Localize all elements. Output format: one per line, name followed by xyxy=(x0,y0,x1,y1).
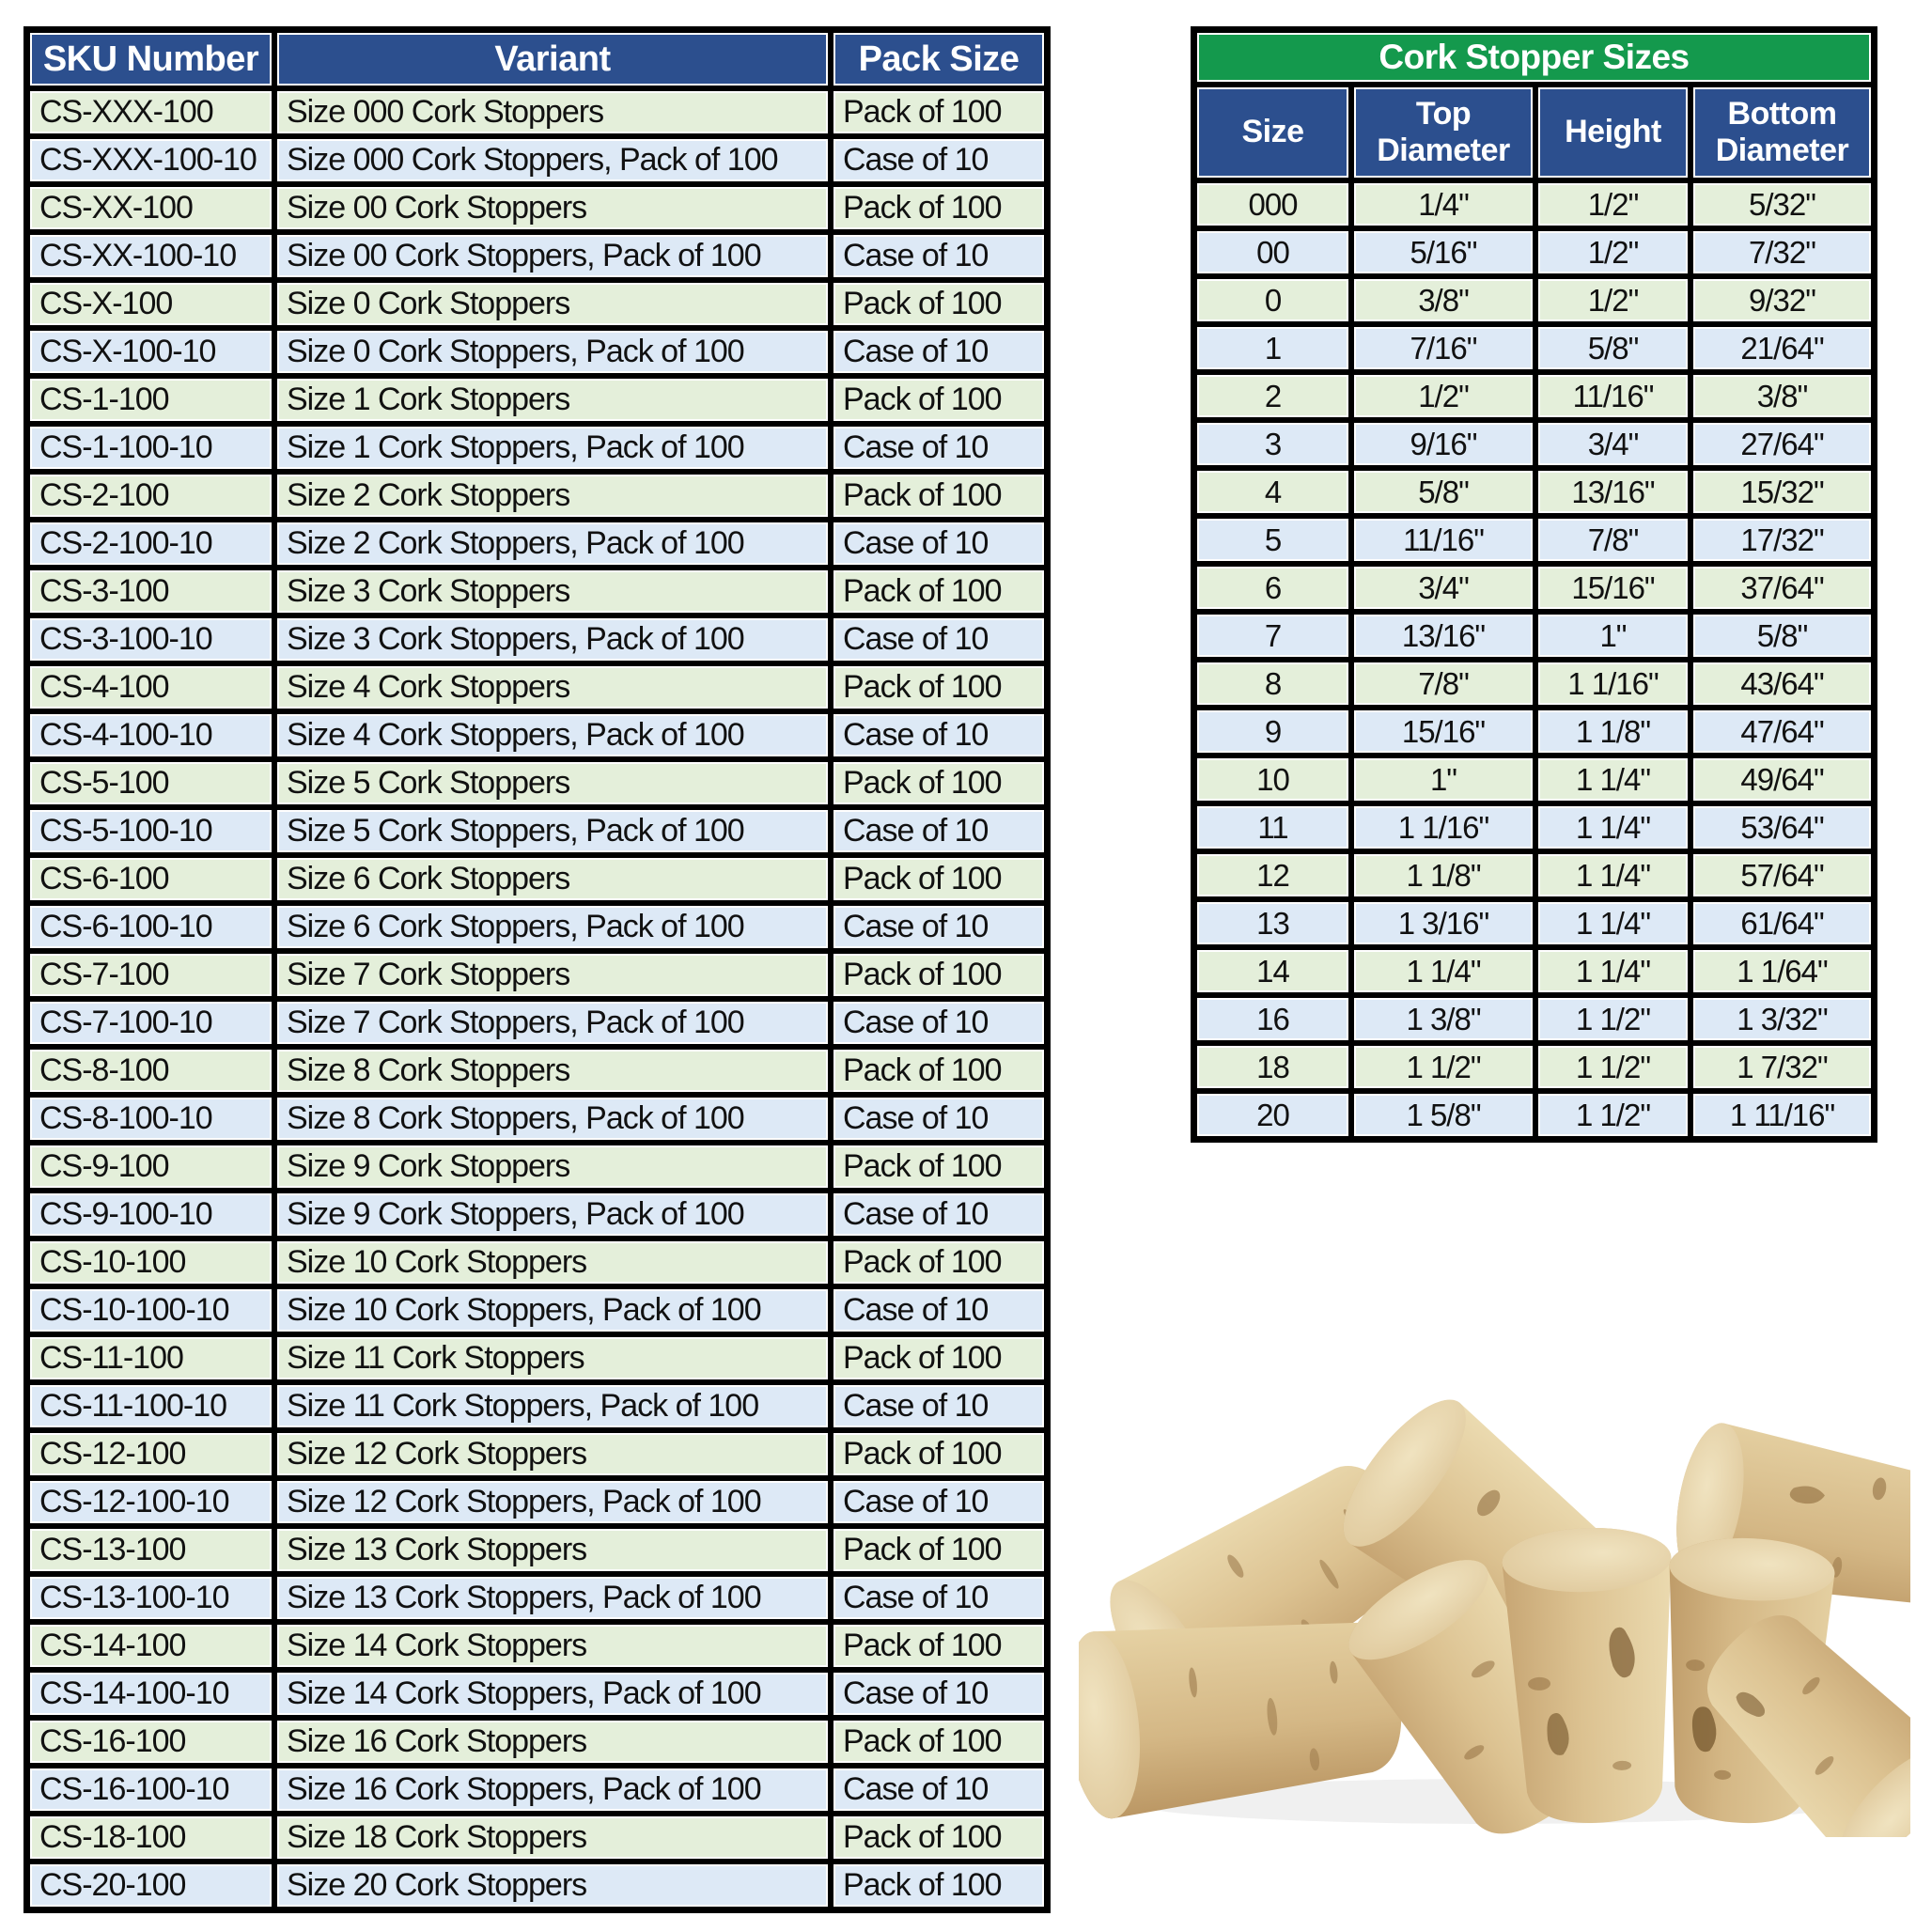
table-row xyxy=(27,568,1047,615)
table-cell: Case of 10 xyxy=(831,232,1047,280)
table-cell: 1 1/4" xyxy=(1535,947,1690,995)
table-cell: 1 1/2" xyxy=(1351,1043,1535,1091)
table-cell: 3/4" xyxy=(1535,420,1690,468)
table-cell: Size 12 Cork Stoppers xyxy=(274,1430,831,1478)
table-cell: Case of 10 xyxy=(831,1478,1047,1526)
table-cell: Size 11 Cork Stoppers, Pack of 100 xyxy=(274,1382,831,1430)
table-cell: CS-18-100 xyxy=(27,1814,274,1862)
table-cell: 9/16" xyxy=(1351,420,1535,468)
table-cell: Size 5 Cork Stoppers xyxy=(274,759,831,807)
cork-stoppers-photo xyxy=(1079,1311,1910,1837)
table-row xyxy=(27,136,1047,184)
table-cell: Case of 10 xyxy=(831,1670,1047,1718)
table-cell: CS-6-100-10 xyxy=(27,903,274,951)
table-cell: CS-11-100-10 xyxy=(27,1382,274,1430)
table-cell: CS-3-100 xyxy=(27,568,274,615)
size-table-title: Cork Stopper Sizes xyxy=(1194,30,1874,85)
table-cell: CS-14-100-10 xyxy=(27,1670,274,1718)
table-cell: Case of 10 xyxy=(831,1574,1047,1622)
table-cell: 12 xyxy=(1194,851,1351,899)
table-row xyxy=(27,1191,1047,1239)
table-cell: Size 0 Cork Stoppers xyxy=(274,280,831,328)
table-cell: Size 3 Cork Stoppers xyxy=(274,568,831,615)
table-cell: Case of 10 xyxy=(831,1382,1047,1430)
table-cell: 1 1/8" xyxy=(1351,851,1535,899)
table-cell: 1 1/4" xyxy=(1535,899,1690,947)
table-row xyxy=(27,1095,1047,1143)
column-header-pack-size: Pack Size xyxy=(831,30,1047,88)
table-cell: 000 xyxy=(1194,180,1351,228)
table-cell: 1/2" xyxy=(1535,180,1690,228)
column-header-size: Size xyxy=(1194,85,1351,180)
table-row xyxy=(27,1574,1047,1622)
table-cell: Case of 10 xyxy=(831,328,1047,376)
table-row xyxy=(27,328,1047,376)
table-cell: Size 00 Cork Stoppers xyxy=(274,184,831,232)
table-cell: Size 1 Cork Stoppers xyxy=(274,376,831,424)
table-cell: 10 xyxy=(1194,756,1351,803)
table-cell: Size 4 Cork Stoppers, Pack of 100 xyxy=(274,711,831,759)
table-cell: Size 7 Cork Stoppers xyxy=(274,951,831,999)
table-cell: 1 1/2" xyxy=(1535,995,1690,1043)
table-cell: CS-16-100-10 xyxy=(27,1766,274,1814)
table-row xyxy=(1194,660,1874,708)
table-cell: Case of 10 xyxy=(831,1766,1047,1814)
table-cell: 3 xyxy=(1194,420,1351,468)
table-row xyxy=(27,1670,1047,1718)
table-cell: 1 7/32" xyxy=(1690,1043,1874,1091)
table-cell: 1 1/64" xyxy=(1690,947,1874,995)
table-row xyxy=(1194,180,1874,228)
table-cell: Pack of 100 xyxy=(831,1430,1047,1478)
table-cell: 5/32" xyxy=(1690,180,1874,228)
table-cell: Pack of 100 xyxy=(831,376,1047,424)
table-cell: Case of 10 xyxy=(831,807,1047,855)
table-row xyxy=(1194,756,1874,803)
table-cell: Size 6 Cork Stoppers, Pack of 100 xyxy=(274,903,831,951)
table-cell: Pack of 100 xyxy=(831,663,1047,711)
table-row xyxy=(27,1766,1047,1814)
table-cell: Size 4 Cork Stoppers xyxy=(274,663,831,711)
table-cell: Pack of 100 xyxy=(831,1047,1047,1095)
table-cell: Case of 10 xyxy=(831,1095,1047,1143)
table-cell: 6 xyxy=(1194,564,1351,612)
table-cell: Size 20 Cork Stoppers xyxy=(274,1862,831,1909)
table-row xyxy=(1194,564,1874,612)
table-row xyxy=(27,1143,1047,1191)
table-row xyxy=(27,1382,1047,1430)
table-cell: Pack of 100 xyxy=(831,568,1047,615)
table-cell: Case of 10 xyxy=(831,903,1047,951)
table-cell: Size 000 Cork Stoppers xyxy=(274,88,831,136)
table-cell: CS-12-100-10 xyxy=(27,1478,274,1526)
table-cell: 37/64" xyxy=(1690,564,1874,612)
table-row xyxy=(27,1239,1047,1286)
table-cell: 7/8" xyxy=(1351,660,1535,708)
table-row xyxy=(27,424,1047,472)
table-cell: Pack of 100 xyxy=(831,1718,1047,1766)
table-cell: 4 xyxy=(1194,468,1351,516)
table-cell: CS-1-100 xyxy=(27,376,274,424)
table-cell: Pack of 100 xyxy=(831,1814,1047,1862)
table-cell: 43/64" xyxy=(1690,660,1874,708)
table-row xyxy=(27,615,1047,663)
table-cell: CS-16-100 xyxy=(27,1718,274,1766)
table-cell: 00 xyxy=(1194,228,1351,276)
table-row xyxy=(27,1862,1047,1909)
table-cell: CS-1-100-10 xyxy=(27,424,274,472)
table-cell: Case of 10 xyxy=(831,711,1047,759)
table-cell: CS-4-100-10 xyxy=(27,711,274,759)
table-cell: Size 13 Cork Stoppers, Pack of 100 xyxy=(274,1574,831,1622)
table-row xyxy=(27,1430,1047,1478)
column-header-sku-number: SKU Number xyxy=(27,30,274,88)
table-cell: 9/32" xyxy=(1690,276,1874,324)
size-table-title-row xyxy=(1194,30,1874,85)
table-cell: Pack of 100 xyxy=(831,1334,1047,1382)
table-cell: CS-3-100-10 xyxy=(27,615,274,663)
table-cell: Size 6 Cork Stoppers xyxy=(274,855,831,903)
table-cell: CS-20-100 xyxy=(27,1862,274,1909)
table-cell: 1/4" xyxy=(1351,180,1535,228)
table-cell: CS-X-100-10 xyxy=(27,328,274,376)
column-header-bottom-diameter: Bottom Diameter xyxy=(1690,85,1874,180)
table-cell: Size 14 Cork Stoppers, Pack of 100 xyxy=(274,1670,831,1718)
table-cell: Pack of 100 xyxy=(831,472,1047,520)
table-cell: 3/4" xyxy=(1351,564,1535,612)
table-cell: Pack of 100 xyxy=(831,1526,1047,1574)
table-cell: CS-11-100 xyxy=(27,1334,274,1382)
table-row xyxy=(27,280,1047,328)
table-cell: 49/64" xyxy=(1690,756,1874,803)
table-cell: Case of 10 xyxy=(831,520,1047,568)
table-cell: CS-7-100 xyxy=(27,951,274,999)
table-cell: Pack of 100 xyxy=(831,951,1047,999)
table-row xyxy=(27,1334,1047,1382)
table-row xyxy=(27,376,1047,424)
table-cell: Size 2 Cork Stoppers xyxy=(274,472,831,520)
table-cell: Size 14 Cork Stoppers xyxy=(274,1622,831,1670)
table-row xyxy=(1194,468,1874,516)
cork-stoppers-illustration xyxy=(1079,1311,1910,1837)
table-cell: CS-10-100-10 xyxy=(27,1286,274,1334)
table-cell: CS-12-100 xyxy=(27,1430,274,1478)
table-cell: 53/64" xyxy=(1690,803,1874,851)
sku-table xyxy=(23,26,1051,1913)
table-row xyxy=(27,184,1047,232)
table-row xyxy=(27,1814,1047,1862)
table-cell: 1 xyxy=(1194,324,1351,372)
table-cell: CS-9-100 xyxy=(27,1143,274,1191)
table-row xyxy=(1194,899,1874,947)
table-row xyxy=(27,807,1047,855)
table-cell: Size 000 Cork Stoppers, Pack of 100 xyxy=(274,136,831,184)
table-cell: 11 xyxy=(1194,803,1351,851)
table-cell: 20 xyxy=(1194,1091,1351,1139)
table-row xyxy=(1194,1043,1874,1091)
table-cell: CS-13-100 xyxy=(27,1526,274,1574)
table-cell: CS-4-100 xyxy=(27,663,274,711)
table-cell: Size 18 Cork Stoppers xyxy=(274,1814,831,1862)
table-cell: 1/2" xyxy=(1351,372,1535,420)
table-cell: 1 1/4" xyxy=(1351,947,1535,995)
table-cell: CS-5-100 xyxy=(27,759,274,807)
table-cell: Case of 10 xyxy=(831,424,1047,472)
table-cell: 1 11/16" xyxy=(1690,1091,1874,1139)
sku-table-header-row xyxy=(27,30,1047,88)
table-cell: 14 xyxy=(1194,947,1351,995)
column-header-variant: Variant xyxy=(274,30,831,88)
table-cell: Pack of 100 xyxy=(831,1622,1047,1670)
table-cell: Size 2 Cork Stoppers, Pack of 100 xyxy=(274,520,831,568)
table-cell: 3/8" xyxy=(1690,372,1874,420)
table-cell: 5 xyxy=(1194,516,1351,564)
table-cell: 8 xyxy=(1194,660,1351,708)
table-cell: CS-2-100-10 xyxy=(27,520,274,568)
table-row xyxy=(1194,708,1874,756)
table-cell: Pack of 100 xyxy=(831,280,1047,328)
table-row xyxy=(27,1718,1047,1766)
table-row xyxy=(27,1047,1047,1095)
table-cell: CS-5-100-10 xyxy=(27,807,274,855)
table-cell: 0 xyxy=(1194,276,1351,324)
table-cell: 21/64" xyxy=(1690,324,1874,372)
table-cell: 1" xyxy=(1351,756,1535,803)
table-row xyxy=(1194,228,1874,276)
table-row xyxy=(27,855,1047,903)
table-cell: Size 10 Cork Stoppers xyxy=(274,1239,831,1286)
table-cell: 3/8" xyxy=(1351,276,1535,324)
table-cell: Size 1 Cork Stoppers, Pack of 100 xyxy=(274,424,831,472)
table-cell: 1/2" xyxy=(1535,228,1690,276)
table-cell: CS-14-100 xyxy=(27,1622,274,1670)
size-table-header-row xyxy=(1194,85,1874,180)
table-row xyxy=(1194,803,1874,851)
table-cell: Size 0 Cork Stoppers, Pack of 100 xyxy=(274,328,831,376)
table-cell: Pack of 100 xyxy=(831,1143,1047,1191)
table-row xyxy=(1194,851,1874,899)
table-cell: Size 8 Cork Stoppers, Pack of 100 xyxy=(274,1095,831,1143)
table-cell: 7/8" xyxy=(1535,516,1690,564)
table-cell: 1 3/32" xyxy=(1690,995,1874,1043)
table-cell: Size 00 Cork Stoppers, Pack of 100 xyxy=(274,232,831,280)
table-row xyxy=(27,663,1047,711)
table-cell: 11/16" xyxy=(1351,516,1535,564)
table-row xyxy=(27,759,1047,807)
table-row xyxy=(27,472,1047,520)
table-cell: Size 9 Cork Stoppers xyxy=(274,1143,831,1191)
column-header-height: Height xyxy=(1535,85,1690,180)
table-cell: CS-XXX-100 xyxy=(27,88,274,136)
table-cell: 1 1/4" xyxy=(1535,851,1690,899)
table-cell: Case of 10 xyxy=(831,1191,1047,1239)
table-row xyxy=(1194,947,1874,995)
table-cell: 1 1/4" xyxy=(1535,756,1690,803)
table-cell: 15/32" xyxy=(1690,468,1874,516)
table-cell: CS-7-100-10 xyxy=(27,999,274,1047)
table-cell: 5/8" xyxy=(1351,468,1535,516)
table-row xyxy=(1194,324,1874,372)
table-cell: CS-8-100-10 xyxy=(27,1095,274,1143)
table-cell: 61/64" xyxy=(1690,899,1874,947)
table-cell: Pack of 100 xyxy=(831,855,1047,903)
table-row xyxy=(27,88,1047,136)
table-cell: 13 xyxy=(1194,899,1351,947)
table-cell: 57/64" xyxy=(1690,851,1874,899)
table-cell: 1 3/16" xyxy=(1351,899,1535,947)
table-cell: CS-10-100 xyxy=(27,1239,274,1286)
table-cell: Case of 10 xyxy=(831,1286,1047,1334)
table-cell: CS-13-100-10 xyxy=(27,1574,274,1622)
table-cell: 5/8" xyxy=(1535,324,1690,372)
table-cell: CS-6-100 xyxy=(27,855,274,903)
table-cell: Case of 10 xyxy=(831,136,1047,184)
table-cell: Size 16 Cork Stoppers xyxy=(274,1718,831,1766)
table-cell: Size 8 Cork Stoppers xyxy=(274,1047,831,1095)
table-cell: 13/16" xyxy=(1535,468,1690,516)
table-cell: 1/2" xyxy=(1535,276,1690,324)
table-cell: 27/64" xyxy=(1690,420,1874,468)
table-cell: 1 1/16" xyxy=(1351,803,1535,851)
table-cell: CS-9-100-10 xyxy=(27,1191,274,1239)
table-cell: 1 1/2" xyxy=(1535,1043,1690,1091)
table-row xyxy=(27,999,1047,1047)
table-row xyxy=(1194,1091,1874,1139)
table-cell: 15/16" xyxy=(1351,708,1535,756)
table-row xyxy=(27,1526,1047,1574)
table-row xyxy=(27,520,1047,568)
table-cell: Pack of 100 xyxy=(831,1239,1047,1286)
table-cell: 1 1/16" xyxy=(1535,660,1690,708)
size-table xyxy=(1191,26,1877,1143)
table-cell: CS-XX-100-10 xyxy=(27,232,274,280)
table-cell: Size 3 Cork Stoppers, Pack of 100 xyxy=(274,615,831,663)
table-row xyxy=(1194,995,1874,1043)
table-cell: Size 9 Cork Stoppers, Pack of 100 xyxy=(274,1191,831,1239)
table-cell: 18 xyxy=(1194,1043,1351,1091)
table-cell: 15/16" xyxy=(1535,564,1690,612)
table-cell: Pack of 100 xyxy=(831,759,1047,807)
table-row xyxy=(27,1286,1047,1334)
table-cell: 16 xyxy=(1194,995,1351,1043)
table-cell: 7/16" xyxy=(1351,324,1535,372)
table-cell: CS-X-100 xyxy=(27,280,274,328)
table-cell: Size 16 Cork Stoppers, Pack of 100 xyxy=(274,1766,831,1814)
table-row xyxy=(1194,612,1874,660)
table-cell: 7 xyxy=(1194,612,1351,660)
table-cell: Pack of 100 xyxy=(831,184,1047,232)
table-row xyxy=(27,1478,1047,1526)
table-row xyxy=(1194,420,1874,468)
table-cell: Size 7 Cork Stoppers, Pack of 100 xyxy=(274,999,831,1047)
table-cell: Size 12 Cork Stoppers, Pack of 100 xyxy=(274,1478,831,1526)
table-cell: 1" xyxy=(1535,612,1690,660)
table-cell: Size 10 Cork Stoppers, Pack of 100 xyxy=(274,1286,831,1334)
table-cell: 1 1/8" xyxy=(1535,708,1690,756)
table-row xyxy=(1194,276,1874,324)
table-cell: Case of 10 xyxy=(831,999,1047,1047)
table-cell: 47/64" xyxy=(1690,708,1874,756)
table-cell: Size 11 Cork Stoppers xyxy=(274,1334,831,1382)
table-cell: 9 xyxy=(1194,708,1351,756)
table-cell: 11/16" xyxy=(1535,372,1690,420)
table-cell: 5/8" xyxy=(1690,612,1874,660)
table-row xyxy=(27,1622,1047,1670)
table-cell: 1 1/4" xyxy=(1535,803,1690,851)
table-cell: CS-8-100 xyxy=(27,1047,274,1095)
table-cell: Case of 10 xyxy=(831,615,1047,663)
table-cell: 2 xyxy=(1194,372,1351,420)
table-cell: 1 3/8" xyxy=(1351,995,1535,1043)
table-cell: 1 1/2" xyxy=(1535,1091,1690,1139)
table-cell: Size 5 Cork Stoppers, Pack of 100 xyxy=(274,807,831,855)
table-cell: CS-2-100 xyxy=(27,472,274,520)
table-row xyxy=(1194,516,1874,564)
table-cell: CS-XXX-100-10 xyxy=(27,136,274,184)
table-row xyxy=(27,903,1047,951)
table-cell: 13/16" xyxy=(1351,612,1535,660)
table-row xyxy=(27,951,1047,999)
table-cell: 7/32" xyxy=(1690,228,1874,276)
table-cell: Pack of 100 xyxy=(831,1862,1047,1909)
table-row xyxy=(1194,372,1874,420)
table-cell: 5/16" xyxy=(1351,228,1535,276)
table-cell: Size 13 Cork Stoppers xyxy=(274,1526,831,1574)
column-header-top-diameter: Top Diameter xyxy=(1351,85,1535,180)
table-row xyxy=(27,232,1047,280)
table-cell: CS-XX-100 xyxy=(27,184,274,232)
table-cell: 17/32" xyxy=(1690,516,1874,564)
table-cell: 1 5/8" xyxy=(1351,1091,1535,1139)
table-row xyxy=(27,711,1047,759)
table-cell: Pack of 100 xyxy=(831,88,1047,136)
